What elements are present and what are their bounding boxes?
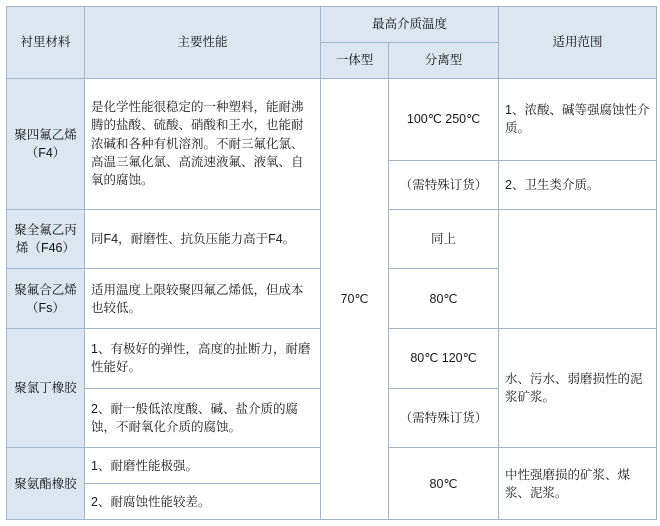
- header-main-performance: 主要性能: [85, 7, 321, 79]
- header-lining-material: 衬里材料: [7, 7, 85, 79]
- header-application-scope: 适用范围: [499, 7, 657, 79]
- performance-chloroprene-2: 2、耐一般低浓度酸、碱、盐介质的腐蚀，不耐氧化介质的腐蚀。: [85, 388, 321, 448]
- performance-f46: 同F4，耐磨性、抗负压能力高于F4。: [85, 209, 321, 269]
- performance-f4: 是化学性能很稳定的一种塑料，能耐沸腾的盐酸、硫酸、硝酸和王水，也能耐浓碱和各种有机溶剂。不耐三氟化氯、高温三氟化氯、高流速液氟、液氧、自氧的腐蚀。: [85, 78, 321, 209]
- material-chloroprene: 聚氯丁橡胶: [7, 329, 85, 448]
- material-f46: 聚全氟乙丙烯（F46）: [7, 209, 85, 269]
- material-f4: 聚四氟乙烯（F4）: [7, 78, 85, 209]
- header-integrated-type: 一体型: [321, 42, 389, 78]
- performance-chloroprene-1: 1、有极好的弹性，高度的扯断力，耐磨性能好。: [85, 329, 321, 389]
- split-temp-chloroprene-a: 80℃ 120℃: [389, 329, 499, 389]
- application-empty-1: [499, 209, 657, 328]
- split-temp-f4-a: 100℃ 250℃: [389, 78, 499, 160]
- application-chloroprene: 水、污水、弱磨损性的泥浆矿浆。: [499, 329, 657, 448]
- application-polyurethane: 中性强磨损的矿浆、煤浆、泥浆。: [499, 448, 657, 520]
- split-temp-fs: 80℃: [389, 269, 499, 329]
- performance-polyurethane-2: 2、耐腐蚀性能较差。: [85, 484, 321, 520]
- split-temp-polyurethane: 80℃: [389, 448, 499, 520]
- performance-fs: 适用温度上限较聚四氟乙烯低，但成本也较低。: [85, 269, 321, 329]
- header-split-type: 分离型: [389, 42, 499, 78]
- split-temp-f4-b: （需特殊订货）: [389, 160, 499, 209]
- integrated-temp-value: 70℃: [321, 78, 389, 520]
- table-header-row-1: [7, 7, 657, 43]
- split-temp-chloroprene-b: （需特殊订货）: [389, 388, 499, 448]
- material-fs: 聚氟合乙烯（Fs）: [7, 269, 85, 329]
- split-temp-f46: 同上: [389, 209, 499, 269]
- material-polyurethane: 聚氨酯橡胶: [7, 448, 85, 520]
- table-row: [7, 78, 657, 160]
- application-f4-b: 2、卫生类介质。: [499, 160, 657, 209]
- lining-material-spec-table: [6, 6, 657, 520]
- header-max-temp-group: 最高介质温度: [321, 7, 499, 43]
- performance-polyurethane-1: 1、耐磨性能极强。: [85, 448, 321, 484]
- application-f4-a: 1、浓酸、碱等强腐蚀性介质。: [499, 78, 657, 160]
